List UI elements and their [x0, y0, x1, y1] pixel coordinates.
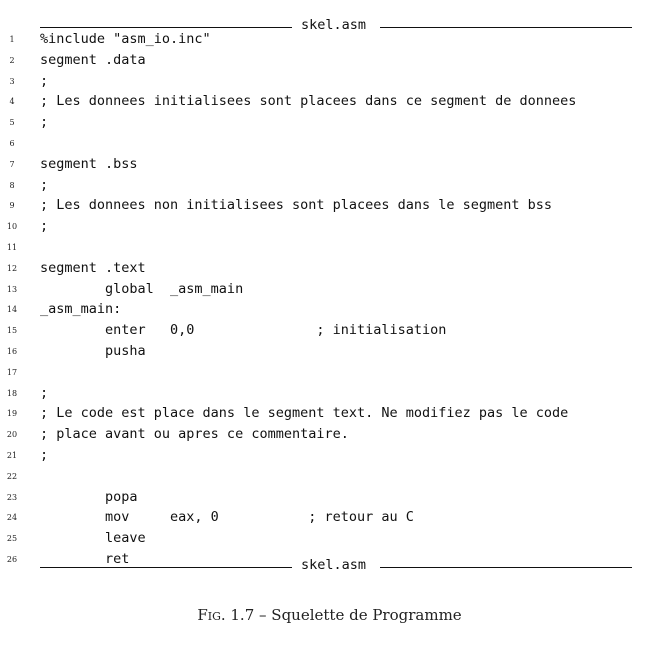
code-text: ; [40, 176, 49, 193]
code-line [0, 112, 659, 133]
line-number: 19 [6, 409, 18, 419]
code-line [0, 237, 659, 258]
code-line [0, 91, 659, 112]
line-number: 15 [6, 326, 18, 336]
code-text: mov eax, 0 ; retour au C [40, 509, 414, 526]
line-number: 8 [9, 180, 15, 190]
figure-label: Fig. 1.7 [197, 606, 255, 624]
code-line [0, 507, 659, 528]
code-line [0, 341, 659, 362]
line-number: 14 [6, 305, 18, 315]
code-line [0, 528, 659, 549]
line-number: 11 [6, 242, 18, 252]
code-text: ; [40, 384, 49, 401]
code-text: ; Les donnees initialisees sont placees dans ce segment de donnees [40, 93, 577, 110]
code-line [0, 383, 659, 404]
line-number: 2 [9, 55, 15, 65]
code-text: pusha [40, 342, 146, 359]
code-text: segment .text [40, 259, 146, 276]
code-line [0, 279, 659, 300]
line-number: 4 [9, 97, 15, 107]
listing-filename-bottom: skel.asm [301, 557, 367, 573]
code-line [0, 403, 659, 424]
code-text: ; [40, 218, 49, 235]
line-number: 21 [6, 450, 18, 460]
line-number: 24 [6, 513, 18, 523]
listing-filename-top: skel.asm [301, 17, 367, 33]
line-number: 5 [9, 118, 15, 128]
line-number: 25 [6, 534, 18, 544]
code-line [0, 216, 659, 237]
code-line [0, 258, 659, 279]
code-text: ; [40, 72, 49, 89]
line-number: 23 [6, 492, 18, 502]
code-line [0, 362, 659, 383]
line-number: 26 [6, 554, 18, 564]
caption-separator: – [254, 606, 272, 624]
code-text: ; [40, 446, 49, 463]
code-text: segment .data [40, 51, 146, 68]
code-line [0, 50, 659, 71]
line-number: 3 [9, 76, 15, 86]
code-line [0, 175, 659, 196]
line-number: 1 [9, 35, 15, 44]
code-line [0, 71, 659, 92]
code-line [0, 133, 659, 154]
code-text: ; Les donnees non initialisees sont placees dans le segment bss [40, 197, 553, 214]
code-line [0, 320, 659, 341]
code-line [0, 154, 659, 175]
code-text: global _asm_main [40, 280, 244, 297]
code-listing [0, 29, 659, 570]
top-rule-right [380, 27, 632, 28]
code-line [0, 487, 659, 508]
line-number: 9 [9, 201, 15, 211]
top-rule-left [40, 27, 292, 28]
code-text: leave [40, 530, 146, 547]
code-text: popa [40, 488, 138, 505]
code-line [0, 195, 659, 216]
caption-title: Squelette de Programme [271, 606, 462, 624]
code-line [0, 299, 659, 320]
bottom-rule-left [40, 567, 292, 568]
line-number: 17 [6, 367, 18, 377]
code-text: _asm_main: [40, 301, 122, 318]
bottom-rule-right [380, 567, 632, 568]
code-line [0, 466, 659, 487]
code-text: ; Le code est place dans le segment text. Ne modifiez pas le code [40, 405, 569, 422]
line-number: 10 [6, 222, 18, 232]
line-number: 18 [6, 388, 18, 398]
code-line [0, 29, 659, 50]
code-text: %include "asm_io.inc" [40, 31, 211, 47]
code-text: ret [40, 550, 130, 567]
code-text: ; [40, 114, 49, 131]
line-number: 13 [6, 284, 18, 294]
code-text: ; place avant ou apres ce commentaire. [40, 426, 349, 443]
code-line [0, 445, 659, 466]
code-line [0, 424, 659, 445]
line-number: 20 [6, 430, 18, 440]
line-number: 6 [9, 138, 15, 148]
line-number: 16 [6, 346, 18, 356]
line-number: 22 [6, 471, 18, 481]
code-text: segment .bss [40, 155, 138, 172]
figure-caption [0, 605, 659, 625]
line-number: 7 [9, 159, 15, 169]
code-text: enter 0,0 ; initialisation [40, 322, 447, 339]
line-number: 12 [6, 263, 18, 273]
